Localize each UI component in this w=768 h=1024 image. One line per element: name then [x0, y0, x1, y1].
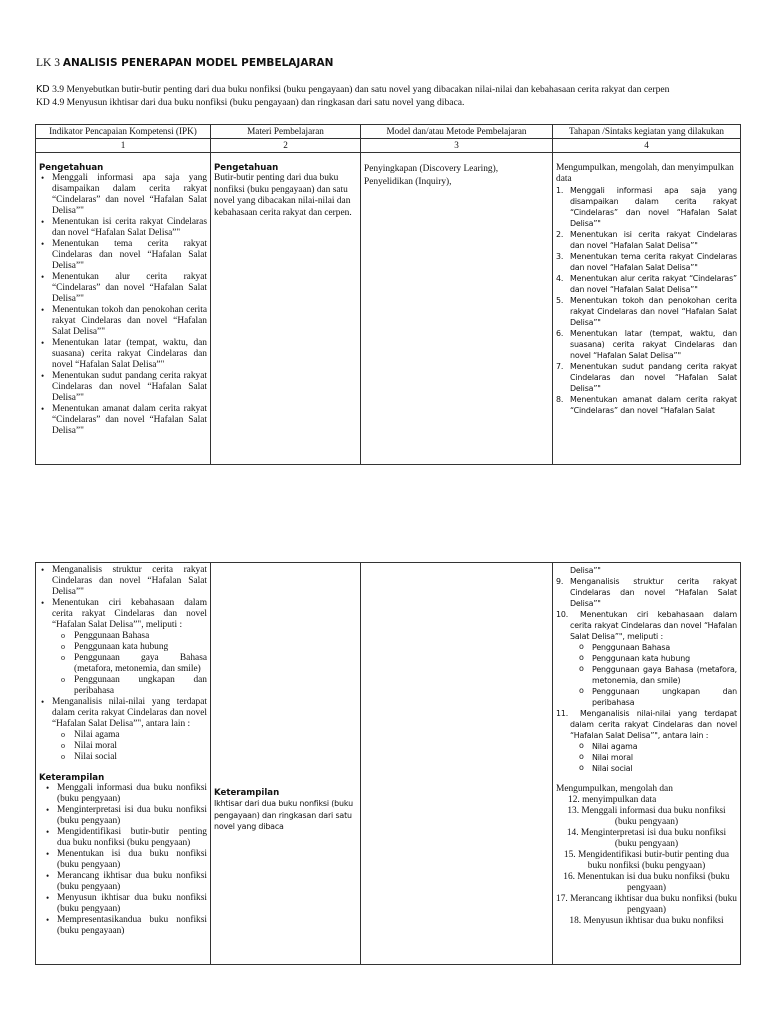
list-item: 9. Menganalisis struktur cerita rakyat Cindelaras dan novel “Hafalan Salat Delisa”" — [556, 577, 737, 608]
header-ipk: Indikator Pencapaian Kompetensi (IPK) — [36, 125, 211, 139]
materi-pengetahuan-heading: Pengetahuan — [214, 163, 279, 173]
list-item: • Menganalisis nilai-nilai yang terdapat dalam cerita rakyat Cindelaras dan novel “Hafalan Salat Delisa”", antara lain : o Nilai agama o Nilai moral o Nilai social — [52, 697, 207, 763]
list-item: • Menganalisis struktur cerita rakyat Cindelaras dan novel “Hafalan Salat Delisa”" — [52, 565, 207, 598]
materi-cell — [211, 153, 361, 465]
list-item: • Menentukan isi cerita rakyat Cindelaras dan novel “Hafalan Salat Delisa”" — [52, 217, 207, 239]
page-title — [36, 57, 333, 69]
list-item: • Menggali informasi dua buku nonfiksi (buku pengyaan) — [57, 783, 207, 805]
materi-cell-continued — [211, 563, 361, 965]
tahapan-steps-b — [556, 576, 737, 774]
step-12: 12. menyimpulkan data — [568, 795, 657, 805]
sub-item: o Penggunaan gaya Bahasa (metafora, metonemia, dan smile) — [74, 653, 207, 675]
tahapan-cell-continued — [553, 563, 741, 965]
sub-list — [570, 741, 737, 774]
list-item: 14. Menginterpretasi isi dua buku nonfiksi (buku pengyaan) — [566, 828, 727, 849]
list-item: 10. Menentukan ciri kebahasaan dalam cerita rakyat Cindelaras dan novel “Hafalan Salat Delisa”", meliputi : o Penggunaan Bahasa o Penggunaan kata hubung o Penggunaan gaya Bahasa (metafora, metonemia, dan smile) o Penggunaan ungkapan dan peribahasa — [570, 609, 737, 708]
sub-list — [52, 730, 207, 763]
col-number-3: 3 — [361, 139, 553, 153]
kd-line-2: KD 4.9 Menyusun ikhtisar dari dua buku nonfiksi (buku pengayaan) dan ringkasan dari satu novel yang dibaca. — [36, 96, 465, 108]
list-item: 2. Menentukan isi cerita rakyat Cindelaras dan novel “Hafalan Salat Delisa”" — [556, 230, 737, 250]
content-row-2 — [36, 563, 741, 965]
list-item: • Merancang ikhtisar dua buku nonfiksi (buku pengyaan) — [57, 871, 207, 893]
sub-item: o Penggunaan kata hubung — [74, 642, 207, 653]
materi-keterampilan-heading: Keterampilan — [214, 788, 280, 798]
list-item: • Menentukan tokoh dan penokohan cerita rakyat Cindelaras dan novel “Hafalan Salat Delisa”" — [52, 305, 207, 338]
list-item: 5. Menentukan tokoh dan penokohan cerita rakyat Cindelaras dan novel “Hafalan Salat Delisa”" — [556, 296, 737, 327]
ipk-list-a — [39, 173, 207, 437]
list-item: • Menyusun ikhtisar dua buku nonfiksi (buku pengyaan) — [57, 893, 207, 915]
sub-list — [570, 642, 737, 708]
list-item: • Menentukan alur cerita rakyat “Cindelaras” dan novel “Hafalan Salat Delisa”" — [52, 272, 207, 305]
list-item: • Menentukan amanat dalam cerita rakyat “Cindelaras” dan novel “Hafalan Salat Delisa”" — [52, 404, 207, 437]
header-model: Model dan/atau Metode Pembelajaran — [361, 125, 553, 139]
list-item: 7. Menentukan sudut pandang cerita rakyat Cindelaras dan novel “Hafalan Salat Delisa”" — [556, 362, 737, 393]
list-item: • Menentukan tema cerita rakyat Cindelaras dan novel “Hafalan Salat Delisa”" — [52, 239, 207, 272]
list-item: • Menentukan latar (tempat, waktu, dan suasana) cerita rakyat Cindelaras dan novel “Hafalan Salat Delisa”" — [52, 338, 207, 371]
list-item: • Menentukan isi dua buku nonfiksi (buku pengyaan) — [57, 849, 207, 871]
tahapan-intro-2: Mengumpulkan, mengolah dan — [556, 784, 673, 794]
sub-item: o Penggunaan ungkapan dan peribahasa — [74, 675, 207, 697]
header-tahapan: Tahapan /Sintaks kegiatan yang dilakukan — [553, 125, 741, 139]
sub-item: o Penggunaan kata hubung — [592, 653, 737, 664]
list-item: 15. Mengidentifikasi butir-butir penting dua buku nonfiksi (buku pengyaan) — [563, 850, 730, 871]
materi-pengetahuan-text: Butir-butir penting dari dua buku nonfiksi (buku pengayaan) dan satu novel yang dibacakan nilai-nilai dan kebahasaan cerita rakyat dan cerpen. — [214, 173, 352, 218]
list-item: 4. Menentukan alur cerita rakyat “Cindelaras” dan novel “Hafalan Salat Delisa”" — [556, 274, 737, 294]
col-number-2: 2 — [211, 139, 361, 153]
tahapan-cell — [553, 153, 741, 465]
sub-item: o Nilai social — [592, 763, 737, 774]
sub-item: o Nilai moral — [592, 752, 737, 763]
list-item: • Mengidentifikasi butir-butir penting dua buku nonfiksi (buku pengyaan) — [57, 827, 207, 849]
sub-list — [52, 631, 207, 697]
header-materi: Materi Pembelajaran — [211, 125, 361, 139]
sub-item: o Nilai moral — [74, 741, 207, 752]
model-cell-continued — [361, 563, 553, 965]
title-text: ANALISIS PENERAPAN MODEL PEMBELAJARAN — [62, 57, 334, 69]
list-item: 6. Menentukan latar (tempat, waktu, dan suasana) cerita rakyat Cindelaras dan novel “Hafalan Salat Delisa”" — [556, 329, 737, 360]
col-number-1: 1 — [36, 139, 211, 153]
materi-keterampilan-text: Ikhtisar dari dua buku nonfiksi (buku pengayaan) dan ringkasan dari satu novel yang dibaca — [214, 799, 353, 831]
content-row-1 — [36, 153, 741, 465]
list-item: 3. Menentukan tema cerita rakyat Cindelaras dan novel “Hafalan Salat Delisa”" — [556, 252, 737, 272]
step-8-continued: Delisa”" — [570, 566, 601, 575]
list-item: 13. Menggali informasi dua buku nonfiksi (buku pengyaan) — [567, 806, 726, 827]
analysis-table-part-2 — [35, 562, 741, 965]
kd-line-1: KD 3.9 Menyebutkan butir-butir penting dari dua buku nonfiksi (buku pengayaan) dan satu novel yang dibacakan nilai-nilai dan kebahasaan cerita rakyat dan cerpen — [36, 84, 670, 95]
list-item: • Menentukan ciri kebahasaan dalam cerita rakyat Cindelaras dan novel “Hafalan Salat Delisa”", meliputi : o Penggunaan Bahasa o Penggunaan kata hubung o Penggunaan gaya Bahasa (metafora, metonemia, dan smile) o Penggunaan ungkapan dan peribahasa — [52, 598, 207, 697]
list-item: 16. Menentukan isi dua buku nonfiksi (buku pengyaan) — [563, 872, 730, 893]
number-row — [36, 139, 741, 153]
keterampilan-heading: Keterampilan — [39, 773, 105, 783]
model-cell — [361, 153, 553, 465]
list-item: 8. Menentukan amanat dalam cerita rakyat “Cindelaras” dan novel “Hafalan Salat — [556, 395, 737, 415]
tahapan-steps-a — [556, 185, 737, 416]
sub-item: o Penggunaan gaya Bahasa (metafora, metonemia, dan smile) — [592, 664, 737, 686]
ipk-list-b — [39, 565, 207, 763]
ipk-cell-continued — [36, 563, 211, 965]
header-row — [36, 125, 741, 139]
analysis-table-part-1 — [35, 124, 741, 465]
list-item: 1. Menggali informasi apa saja yang disampaikan dalam cerita rakyat “Cindelaras” dan novel “Hafalan Salat Delisa”" — [556, 186, 737, 228]
sub-item: o Penggunaan ungkapan dan peribahasa — [592, 686, 737, 708]
list-item: • Menggali informasi apa saja yang disampaikan dalam cerita rakyat “Cindelaras” dan novel “Hafalan Salat Delisa”" — [52, 173, 207, 217]
sub-item: o Nilai agama — [592, 741, 737, 752]
list-item: 18. Menyusun ikhtisar dua buku nonfiksi — [569, 916, 724, 926]
sub-item: o Nilai social — [74, 752, 207, 763]
list-item: • Menentukan sudut pandang cerita rakyat Cindelaras dan novel “Hafalan Salat Delisa”" — [52, 371, 207, 404]
tahapan-intro: Mengumpulkan, mengolah, dan menyimpulkan data — [556, 163, 734, 184]
ipk-list-d — [39, 783, 207, 937]
ipk-cell — [36, 153, 211, 465]
sub-item: o Penggunaan Bahasa — [74, 631, 207, 642]
model-text: Penyingkapan (Discovery Learing), Penyelidikan (Inquiry), — [364, 164, 499, 187]
pengetahuan-heading: Pengetahuan — [39, 163, 104, 173]
sub-item: o Penggunaan Bahasa — [592, 642, 737, 653]
list-item: • Mempresentasikandua buku nonfiksi (buku pengayaan) — [57, 915, 207, 937]
sub-item: o Nilai agama — [74, 730, 207, 741]
col-number-4: 4 — [553, 139, 741, 153]
list-item: • Menginterpretasi isi dua buku nonfiksi (buku pengyaan) — [57, 805, 207, 827]
tahapan-steps-c — [556, 806, 737, 927]
list-item: 17. Merancang ikhtisar dua buku nonfiksi (buku pengyaan) — [556, 894, 737, 915]
title-lk: LK 3 — [36, 57, 60, 69]
list-item: 11. Menganalisis nilai-nilai yang terdapat dalam cerita rakyat Cindelaras dan novel “Hafalan Salat Delisa”", antara lain : o Nilai agama o Nilai moral o Nilai social — [570, 708, 737, 774]
kd-block — [36, 84, 748, 109]
